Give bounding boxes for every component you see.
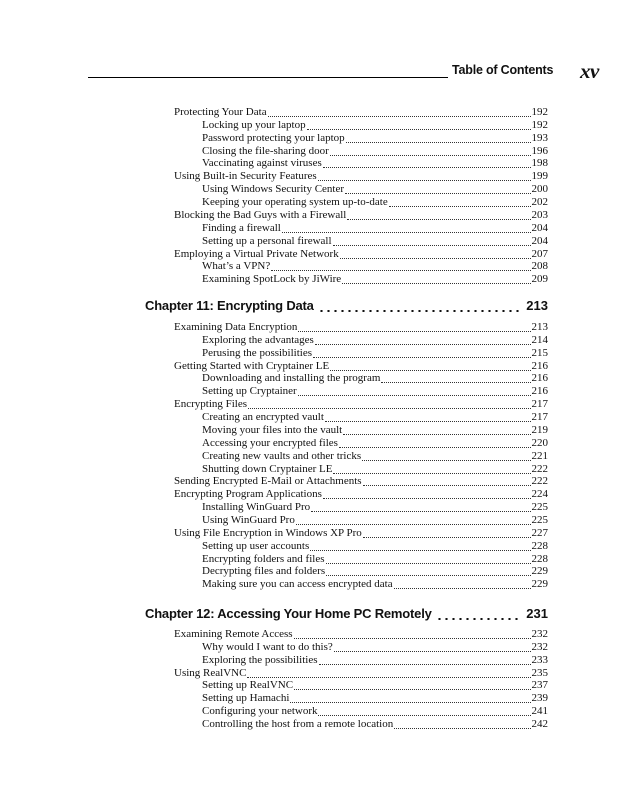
entry-title: Keeping your operating system up-to-date <box>202 196 388 208</box>
chapter-title: Chapter 12: Accessing Your Home PC Remotely <box>145 606 432 621</box>
entry-page: 237 <box>531 679 548 692</box>
dot-leader <box>298 394 531 396</box>
dot-leader <box>319 663 531 665</box>
entry-title: Accessing your encrypted files <box>202 436 338 449</box>
dot-leader <box>268 115 531 117</box>
dot-leader <box>318 179 531 181</box>
entry-title: Encrypting Files <box>174 398 248 411</box>
entry-title: Setting up user accounts <box>202 539 310 552</box>
entry-title: Installing WinGuard Pro <box>202 501 311 513</box>
entry-title: Using Built-in Security Features <box>174 170 317 183</box>
toc-subsection-entry[interactable] <box>202 222 548 236</box>
entry-page: 241 <box>531 705 548 718</box>
entry-page: 216 <box>531 372 548 385</box>
toc-subsection-entry[interactable] <box>202 692 548 706</box>
dot-leader <box>296 523 531 525</box>
page-number: xv <box>580 59 599 83</box>
toc-subsection-entry[interactable] <box>202 578 548 592</box>
entry-title: Using WinGuard Pro <box>202 513 295 526</box>
entry-title: Employing a Virtual Private Network <box>174 247 339 260</box>
dot-leader <box>310 549 530 551</box>
entry-page: 216 <box>531 385 548 398</box>
dot-leader <box>347 218 530 220</box>
toc-section-entry[interactable] <box>174 628 548 642</box>
dot-leader <box>340 257 531 259</box>
entry-page: 204 <box>531 221 548 234</box>
entry-title: Why would I want to do this? <box>202 640 333 653</box>
entry-page: 221 <box>531 449 548 462</box>
dot-leader <box>339 446 531 448</box>
dot-leader <box>334 650 531 652</box>
toc-subsection-entry[interactable] <box>202 514 548 528</box>
toc-subsection-entry[interactable] <box>202 450 548 464</box>
dot-leader <box>290 701 530 703</box>
chapter-page: 231 <box>526 606 548 621</box>
entry-page: 232 <box>531 640 548 653</box>
toc-subsection-entry[interactable] <box>202 157 548 171</box>
entry-title: Downloading and installing the program <box>202 372 381 385</box>
running-header <box>88 59 618 84</box>
entry-page: 204 <box>531 234 548 247</box>
dot-leader <box>343 433 530 435</box>
chapter-title: Chapter 11: Encrypting Data <box>145 298 314 313</box>
entry-page: 235 <box>531 666 548 679</box>
entry-page: 222 <box>531 475 548 488</box>
dot-leader <box>311 510 530 512</box>
dot-leader <box>394 587 531 589</box>
dot-leader <box>282 231 531 233</box>
entry-page: 224 <box>531 488 548 501</box>
entry-title: Examining Data Encryption <box>174 321 298 333</box>
entry-title: Vaccinating against viruses <box>202 157 322 170</box>
entry-page: 229 <box>531 565 548 578</box>
toc-subsection-entry[interactable] <box>202 235 548 249</box>
entry-page: 217 <box>531 398 548 411</box>
dot-leader <box>313 356 531 358</box>
dot-leader <box>318 310 523 312</box>
entry-page: 219 <box>531 423 548 436</box>
dot-leader <box>346 141 531 143</box>
toc-section-entry[interactable] <box>174 170 548 184</box>
entry-page: 220 <box>531 436 548 449</box>
dot-leader <box>333 244 531 246</box>
dot-leader <box>363 536 531 538</box>
chapter-heading[interactable] <box>145 606 548 624</box>
header-title: Table of Contents <box>452 63 554 77</box>
entry-title: Protecting Your Data <box>174 106 267 118</box>
entry-title: Perusing the possibilities <box>202 346 312 359</box>
entry-page: 228 <box>531 539 548 552</box>
dot-leader <box>315 343 531 345</box>
dot-leader <box>333 472 530 474</box>
entry-page: 196 <box>531 144 548 157</box>
dot-leader <box>330 369 530 371</box>
dot-leader <box>248 407 530 409</box>
entry-title: Locking up your laptop <box>202 118 306 131</box>
dot-leader <box>294 637 531 639</box>
entry-page: 209 <box>531 273 548 286</box>
entry-page: 229 <box>531 578 548 591</box>
entry-title: Setting up Hamachi <box>202 692 290 705</box>
dot-leader <box>342 282 530 284</box>
entry-page: 222 <box>531 462 548 475</box>
entry-page: 228 <box>531 552 548 565</box>
entry-title: Exploring the advantages <box>202 333 314 346</box>
entry-page: 215 <box>531 346 548 359</box>
toc-subsection-entry[interactable] <box>202 565 548 579</box>
entry-title: Shutting down Cryptainer LE <box>202 462 333 475</box>
entry-page: 227 <box>531 526 548 539</box>
entry-page: 203 <box>531 208 548 221</box>
entry-title: Getting Started with Cryptainer LE <box>174 359 330 372</box>
dot-leader <box>323 166 531 168</box>
entry-title: Closing the file-sharing door <box>202 144 329 157</box>
entry-title: Moving your files into the vault <box>202 423 343 436</box>
entry-page: 207 <box>531 247 548 260</box>
dot-leader <box>294 688 530 690</box>
toc-subsection-entry[interactable] <box>202 501 548 515</box>
toc-subsection-entry[interactable] <box>202 372 548 386</box>
entry-title: Using Windows Security Center <box>202 183 345 196</box>
entry-title: Creating an encrypted vault <box>202 411 324 423</box>
entry-page: 239 <box>531 692 548 705</box>
dot-leader <box>436 618 523 620</box>
entry-title: Examining Remote Access <box>174 628 293 640</box>
toc-subsection-entry[interactable] <box>202 260 548 274</box>
toc-subsection-entry[interactable] <box>202 718 548 732</box>
chapter-page: 213 <box>526 298 548 313</box>
dot-leader <box>345 192 530 194</box>
entry-title: Examining SpotLock by JiWire <box>202 273 342 286</box>
entry-title: Making sure you can access encrypted data <box>202 578 393 591</box>
entry-page: 216 <box>531 359 548 372</box>
header-rule <box>88 77 448 78</box>
entry-title: Sending Encrypted E-Mail or Attachments <box>174 475 362 488</box>
toc-subsection-entry[interactable] <box>202 273 548 287</box>
entry-title: Configuring your network <box>202 705 318 718</box>
entry-title: Finding a firewall <box>202 221 281 234</box>
entry-title: Encrypting folders and files <box>202 552 325 565</box>
entry-page: 208 <box>531 260 548 273</box>
toc-subsection-entry[interactable] <box>202 196 548 210</box>
entry-page: 233 <box>531 653 548 666</box>
entry-page: 192 <box>531 106 548 118</box>
toc-subsection-entry[interactable] <box>202 385 548 399</box>
toc-subsection-entry[interactable] <box>202 679 548 693</box>
chapter-heading[interactable] <box>145 298 548 316</box>
entry-title: Using RealVNC <box>174 666 247 679</box>
entry-title: Creating new vaults and other tricks <box>202 449 362 462</box>
entry-page: 232 <box>531 628 548 640</box>
toc-subsection-entry[interactable] <box>202 654 548 668</box>
entry-title: What’s a VPN? <box>202 260 271 273</box>
entry-page: 217 <box>531 411 548 423</box>
toc-section-entry[interactable] <box>174 106 548 120</box>
dot-leader <box>362 459 530 461</box>
entry-title: Decrypting files and folders <box>202 565 326 578</box>
dot-leader <box>247 676 530 678</box>
entry-title: Blocking the Bad Guys with a Firewall <box>174 208 347 221</box>
dot-leader <box>307 128 531 130</box>
entry-page: 213 <box>531 321 548 333</box>
dot-leader <box>363 484 531 486</box>
toc-subsection-entry[interactable] <box>202 411 548 425</box>
toc-subsection-entry[interactable] <box>202 347 548 361</box>
toc-subsection-entry[interactable] <box>202 132 548 146</box>
toc-section-entry[interactable] <box>174 321 548 335</box>
toc-subsection-entry[interactable] <box>202 437 548 451</box>
entry-page: 198 <box>531 157 548 170</box>
dot-leader <box>323 497 531 499</box>
dot-leader <box>298 330 530 332</box>
entry-page: 214 <box>531 333 548 346</box>
entry-page: 242 <box>531 718 548 730</box>
entry-title: Controlling the host from a remote location <box>202 718 394 730</box>
entry-title: Exploring the possibilities <box>202 653 318 666</box>
entry-title: Password protecting your laptop <box>202 131 345 144</box>
dot-leader <box>326 562 531 564</box>
entry-page: 225 <box>531 513 548 526</box>
entry-title: Using File Encryption in Windows XP Pro <box>174 526 362 539</box>
toc-section-entry[interactable] <box>174 475 548 489</box>
dot-leader <box>325 420 531 422</box>
dot-leader <box>330 154 531 156</box>
entry-title: Setting up a personal firewall <box>202 234 332 247</box>
entry-page: 193 <box>531 131 548 144</box>
dot-leader <box>394 727 530 729</box>
dot-leader <box>389 205 531 207</box>
entry-title: Setting up RealVNC <box>202 679 294 692</box>
dot-leader <box>318 714 530 716</box>
entry-page: 225 <box>531 501 548 513</box>
entry-page: 192 <box>531 118 548 131</box>
entry-title: Encrypting Program Applications <box>174 488 322 501</box>
entry-page: 202 <box>531 196 548 208</box>
entry-page: 199 <box>531 170 548 183</box>
entry-page: 200 <box>531 183 548 196</box>
dot-leader <box>271 269 530 271</box>
dot-leader <box>381 381 530 383</box>
dot-leader <box>326 574 530 576</box>
toc-subsection-entry[interactable] <box>202 540 548 554</box>
entry-title: Setting up Cryptainer <box>202 385 297 398</box>
